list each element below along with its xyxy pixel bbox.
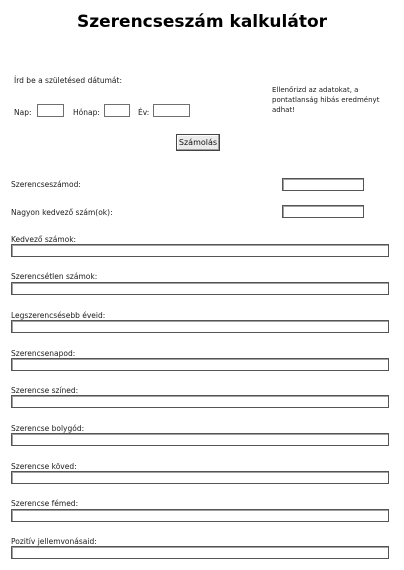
unlucky-numbers-field[interactable] bbox=[11, 282, 389, 295]
lucky-metal-field[interactable] bbox=[11, 509, 389, 522]
year-label: Év: bbox=[138, 108, 150, 117]
lucky-number-field[interactable] bbox=[282, 178, 364, 191]
calculate-button[interactable]: Számolás bbox=[176, 134, 220, 151]
luckiest-years-label: Legszerencsésebb éveid: bbox=[11, 311, 106, 320]
lucky-planet-label: Szerencse bolygód: bbox=[11, 424, 85, 433]
unlucky-numbers-label: Szerencsétlen számok: bbox=[11, 272, 98, 281]
favorable-numbers-field[interactable] bbox=[11, 244, 389, 257]
favorable-numbers-label: Kedvező számok: bbox=[11, 235, 77, 244]
lucky-number-label: Szerencseszámod: bbox=[11, 180, 81, 189]
lucky-stone-label: Szerencse köved: bbox=[11, 462, 77, 471]
page-title: Szerencseszám kalkulátor bbox=[76, 12, 328, 32]
day-input[interactable] bbox=[37, 104, 64, 117]
lucky-color-label: Szerencse színed: bbox=[11, 386, 79, 395]
lucky-stone-field[interactable] bbox=[11, 471, 389, 484]
month-label: Hónap: bbox=[73, 108, 100, 117]
month-input[interactable] bbox=[104, 104, 130, 117]
positive-traits-label: Pozitív jellemvonásaid: bbox=[11, 537, 97, 546]
very-lucky-numbers-field[interactable] bbox=[282, 205, 364, 218]
lucky-day-label: Szerencsenapod: bbox=[11, 349, 76, 358]
lucky-metal-label: Szerencse fémed: bbox=[11, 499, 79, 508]
lucky-day-field[interactable] bbox=[11, 358, 389, 371]
validation-note: Ellenőrizd az adatokat, a pontatlanság hibás eredményt adhat! bbox=[272, 86, 380, 114]
lucky-color-field[interactable] bbox=[11, 395, 389, 408]
day-label: Nap: bbox=[14, 108, 32, 117]
very-lucky-numbers-label: Nagyon kedvező szám(ok): bbox=[11, 208, 113, 217]
luckiest-years-field[interactable] bbox=[11, 320, 389, 333]
birth-date-prompt: Írd be a születésed dátumát: bbox=[14, 76, 122, 85]
lucky-planet-field[interactable] bbox=[11, 433, 389, 446]
positive-traits-field[interactable] bbox=[11, 546, 389, 559]
year-input[interactable] bbox=[153, 104, 190, 117]
